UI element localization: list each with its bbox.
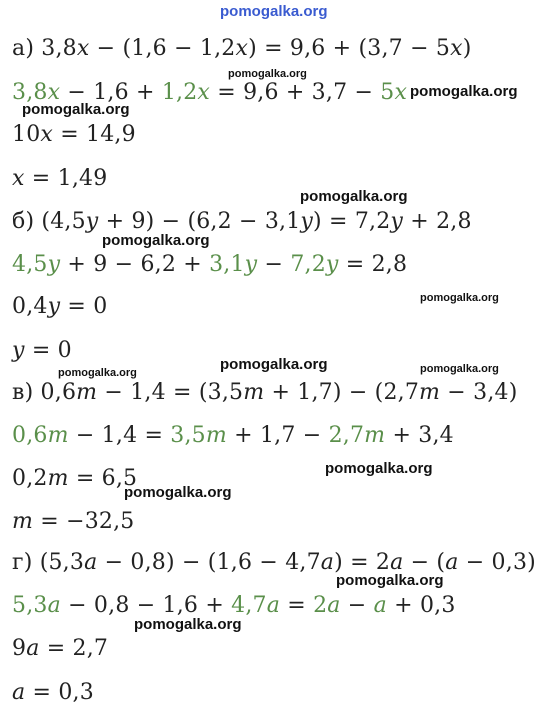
equation-text: = 9,6 + 3,7 − (210, 80, 381, 105)
equation-text: 0,4𝑦 = 0 (12, 294, 108, 319)
equation-line (12, 680, 94, 706)
equation-line (12, 294, 107, 320)
watermark-text: pomogalka.org (228, 68, 307, 80)
equation-text: + 0,3 (386, 593, 456, 618)
equation-text: 9𝑎 = 2,7 (12, 636, 109, 661)
equation-text: = 2,8 (338, 252, 408, 277)
equation-text: − 0,8 − 1,6 + (60, 593, 232, 618)
equation-text: − (257, 252, 291, 277)
watermark-text: pomogalka.org (325, 460, 433, 477)
watermark-text: pomogalka.org (220, 356, 328, 373)
highlighted-term: 3,1𝑦 (209, 252, 258, 277)
highlighted-term: 1,2𝑥 (161, 80, 211, 105)
equation-text: 0,2𝑚 = 6,5 (12, 466, 138, 491)
equation-line (12, 509, 135, 535)
watermark-text: pomogalka.org (336, 572, 444, 589)
highlighted-term: 2𝑎 (313, 593, 341, 618)
equation-text: − 1,4 = (68, 423, 171, 448)
highlighted-term: 7,2𝑦 (290, 252, 339, 277)
site-header-watermark: pomogalka.org (220, 3, 328, 20)
equation-text: 𝑚 = −32,5 (12, 509, 135, 534)
equation-text: а) 3,8𝑥 − (1,6 − 1,2𝑥) = 9,6 + (3,7 − 5𝑥) (12, 36, 472, 61)
watermark-text: pomogalka.org (22, 101, 130, 118)
equation-text: − 1,6 + (60, 80, 162, 105)
watermark-text: pomogalka.org (124, 484, 232, 501)
equation-line (12, 380, 518, 406)
equation-line (12, 166, 107, 192)
watermark-text: pomogalka.org (420, 363, 499, 375)
equation-line (12, 209, 472, 235)
equation-line (12, 252, 407, 278)
watermark-text: pomogalka.org (300, 188, 408, 205)
watermark-text: pomogalka.org (420, 292, 499, 304)
highlighted-term: 2,7𝑚 (328, 423, 386, 448)
equation-text: + 9 − 6,2 + (60, 252, 210, 277)
equation-text: − (340, 593, 374, 618)
highlighted-term: 5𝑥 (380, 80, 408, 105)
equation-text: 𝑥 = 1,49 (12, 166, 108, 191)
highlighted-term: 5,3𝑎 (12, 593, 61, 618)
equation-line (12, 466, 137, 492)
equation-line (12, 550, 536, 576)
highlighted-term: 4,7𝑎 (231, 593, 281, 618)
equation-text: 10𝑥 = 14,9 (12, 122, 136, 147)
watermark-text: pomogalka.org (58, 367, 137, 379)
equation-text: = (280, 593, 314, 618)
highlighted-term: 𝑎 (373, 593, 387, 618)
highlighted-term: 4,5𝑦 (12, 252, 61, 277)
equation-line (12, 122, 136, 148)
watermark-text: pomogalka.org (134, 616, 242, 633)
equation-text: г) (5,3𝑎 − 0,8) − (1,6 − 4,7𝑎) = 2𝑎 − (𝑎 − 0,3) (12, 550, 536, 575)
highlighted-term: 0,6𝑚 (12, 423, 69, 448)
equation-text: + 3,4 (385, 423, 454, 448)
equation-line (12, 423, 454, 449)
equation-line (12, 36, 471, 62)
equation-text: б) (4,5𝑦 + 9) − (6,2 − 3,1𝑦) = 7,2𝑦 + 2,8 (12, 209, 472, 234)
equation-text: 𝑎 = 0,3 (12, 680, 94, 705)
watermark-text: pomogalka.org (410, 83, 518, 100)
equation-text: в) 0,6𝑚 − 1,4 = (3,5𝑚 + 1,7) − (2,7𝑚 − 3,4) (12, 380, 518, 405)
highlighted-term: 3,8𝑥 (12, 80, 61, 105)
equation-text: 𝑦 = 0 (12, 338, 72, 363)
equation-line (12, 636, 108, 662)
equation-text: + 1,7 − (226, 423, 329, 448)
highlighted-term: 3,5𝑚 (170, 423, 227, 448)
watermark-text: pomogalka.org (102, 232, 210, 249)
equation-line (12, 338, 72, 364)
